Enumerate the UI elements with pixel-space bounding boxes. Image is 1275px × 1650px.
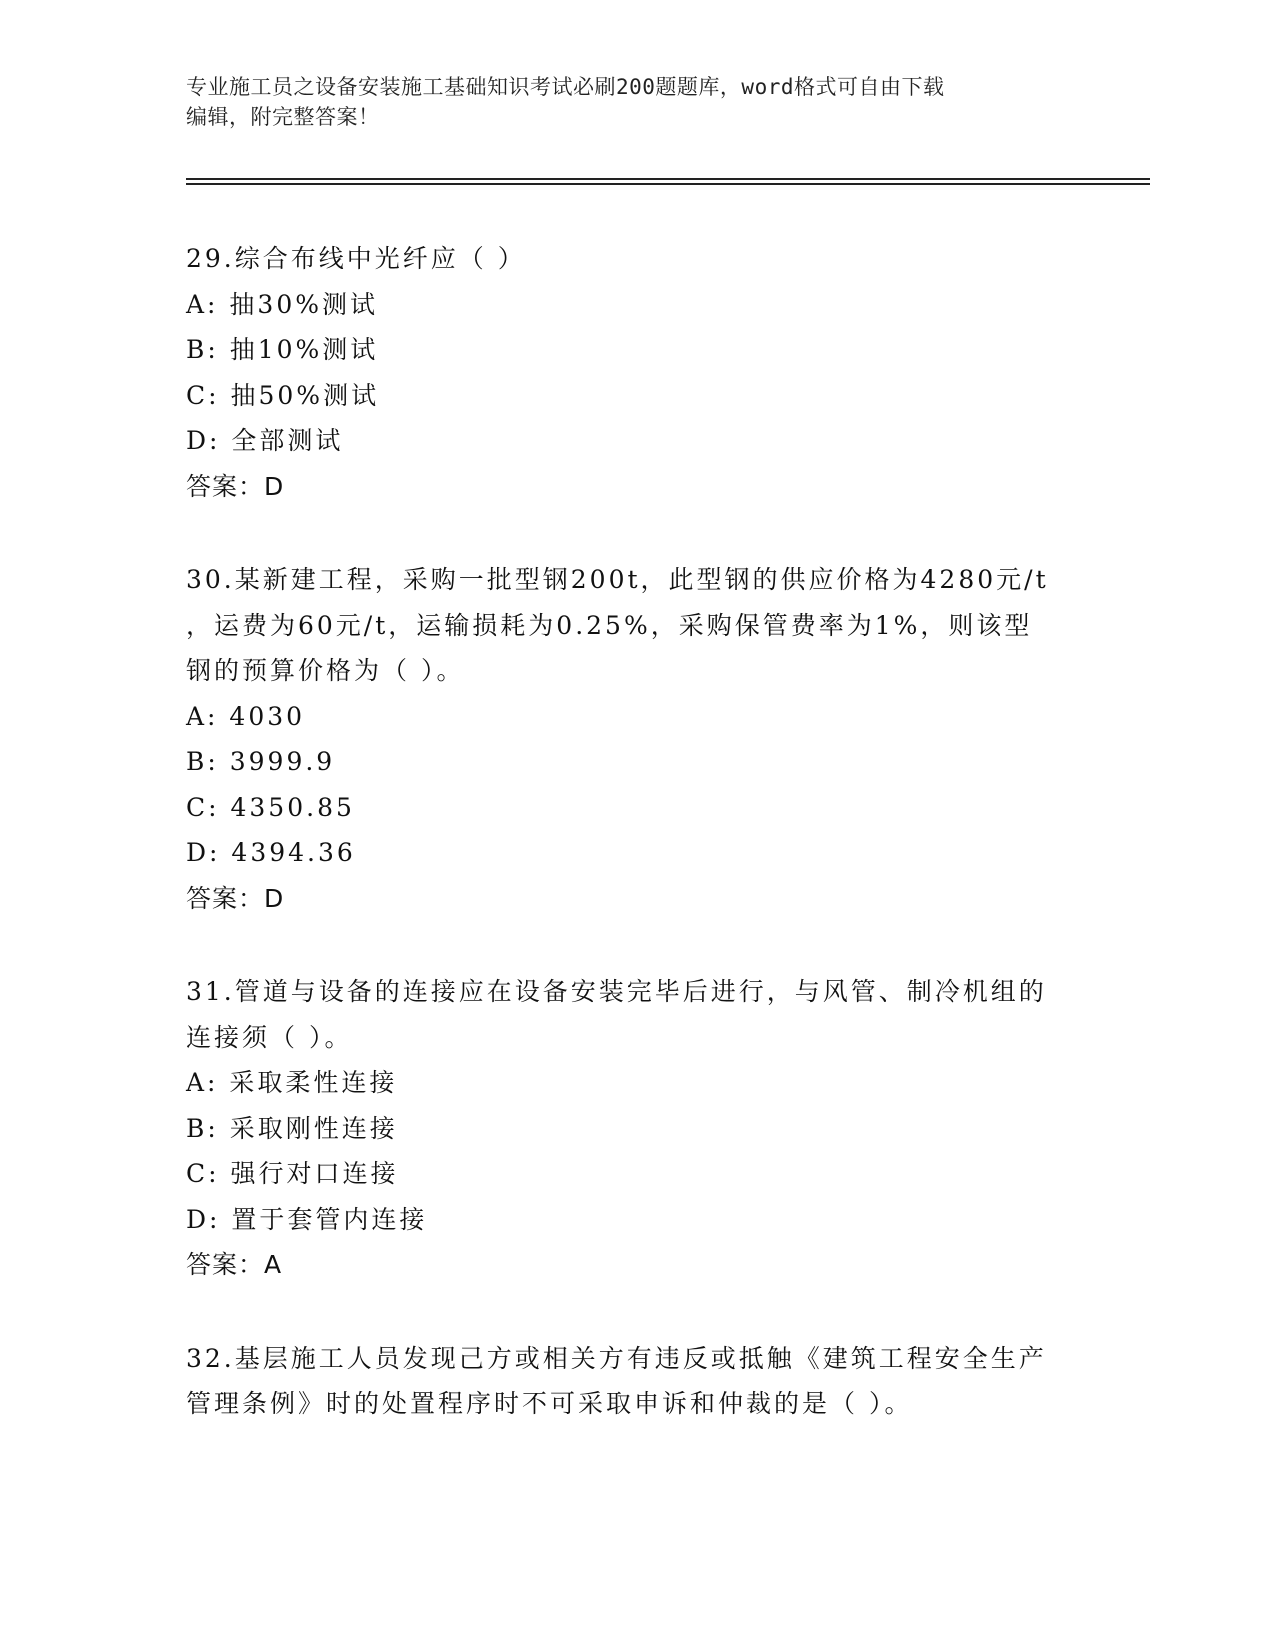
- option-c: C: 4350.85: [186, 792, 355, 822]
- document-header: [186, 72, 1086, 132]
- question-text: 31.管道与设备的连接应在设备安装完毕后进行，与风管、制冷机组的: [186, 977, 1047, 1006]
- option-a: A: 采取柔性连接: [186, 1068, 398, 1097]
- question-text: 30.某新建工程，采购一批型钢200t，此型钢的供应价格为4280元/t: [186, 565, 1049, 594]
- question-text: 32.基层施工人员发现己方或相关方有违反或抵触《建筑工程安全生产: [186, 1343, 1047, 1373]
- question-text: 连接须（ ）。: [186, 1022, 353, 1052]
- option-a: A: 4030: [186, 701, 306, 731]
- option-c: C: 抽50%测试: [186, 380, 380, 410]
- header-line-1: 专业施工员之设备安装施工基础知识考试必刷200题题库，word格式可自由下载: [186, 75, 945, 99]
- option-d: D: 置于套管内连接: [186, 1204, 428, 1234]
- header-divider-top: [186, 178, 1150, 180]
- question-text: 管理条例》时的处置程序时不可采取申诉和仲裁的是（ ）。: [186, 1389, 913, 1418]
- header-line-2: 编辑，附完整答案！: [186, 105, 380, 129]
- question-stem: [186, 1336, 1086, 1427]
- question-32: [186, 1336, 1086, 1427]
- question-text: 29.综合布线中光纤应（ ）: [186, 244, 526, 273]
- question-list: [186, 236, 1086, 1475]
- option-a: A: 抽30%测试: [186, 289, 378, 319]
- option-d: D: 4394.36: [186, 838, 356, 867]
- question-stem: [186, 969, 1086, 1060]
- option-d: D: 全部测试: [186, 426, 344, 455]
- option-b: B: 3999.9: [186, 747, 336, 776]
- question-29: [186, 236, 1086, 509]
- answer-text: 答案：A: [186, 1250, 283, 1279]
- question-stem: [186, 236, 1086, 282]
- option-c: C: 强行对口连接: [186, 1159, 399, 1188]
- question-30: [186, 557, 1086, 921]
- question-31: [186, 969, 1086, 1288]
- option-b: B: 采取刚性连接: [186, 1113, 398, 1143]
- question-stem: [186, 557, 1086, 694]
- option-b: B: 抽10%测试: [186, 335, 379, 364]
- question-text: 钢的预算价格为（ ）。: [186, 656, 465, 685]
- question-text: ，运费为60元/t，运输损耗为0.25%，采购保管费率为1%，则该型: [186, 610, 1033, 640]
- header-divider-bottom: [186, 183, 1150, 185]
- answer-text: 答案：D: [186, 471, 285, 501]
- answer-text: 答案：D: [186, 883, 285, 913]
